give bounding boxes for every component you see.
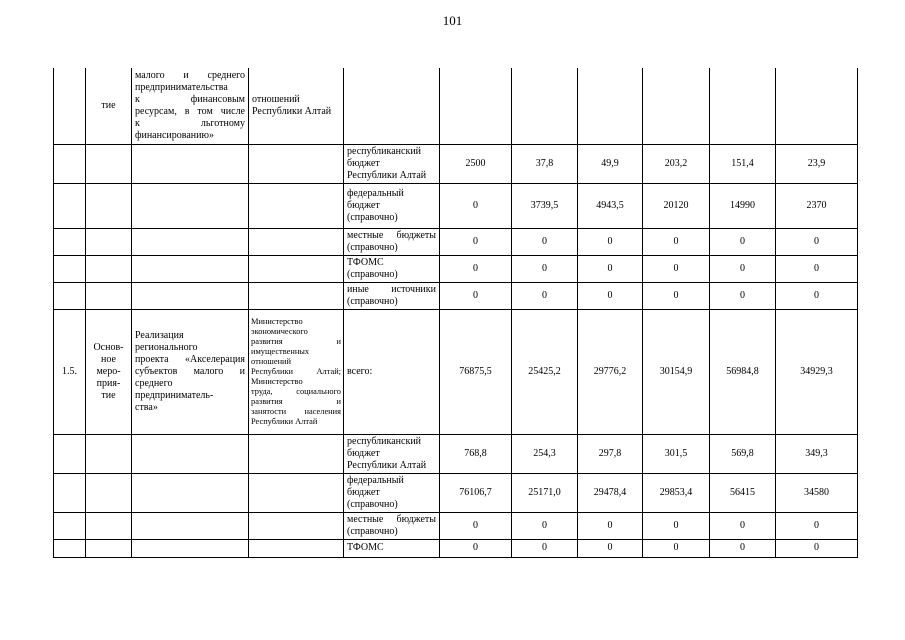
cell-value: 0: [710, 228, 776, 255]
cell-value: 0: [440, 282, 512, 309]
cell-funding-source-line: всего:: [347, 365, 373, 377]
cell-executor-line: Министерство: [251, 316, 303, 326]
cell-value: 0: [776, 228, 858, 255]
cell-event-name-line: ства»: [135, 401, 158, 413]
cell-executor: [249, 512, 344, 539]
cell-value: 301,5: [643, 434, 710, 473]
budget-table-body: [54, 68, 858, 557]
cell-executor: [249, 255, 344, 282]
cell-event-name: [132, 512, 249, 539]
cell-event-name: [132, 434, 249, 473]
cell-funding-source: [344, 68, 440, 144]
cell-value: 768,8: [440, 434, 512, 473]
cell-type: [86, 473, 132, 512]
cell-event-name-line: малого и среднего: [135, 69, 245, 81]
cell-executor-line: имущественных: [251, 346, 310, 356]
cell-value: 0: [710, 539, 776, 557]
cell-value: 349,3: [776, 434, 858, 473]
cell-value: 0: [440, 255, 512, 282]
cell-value: 0: [578, 228, 643, 255]
cell-value: 0: [710, 512, 776, 539]
cell-value: 151,4: [710, 144, 776, 183]
cell-funding-source-line: (справочно): [347, 268, 398, 280]
cell-number: [54, 434, 86, 473]
cell-value: [440, 68, 512, 144]
cell-event-name: [132, 255, 249, 282]
cell-funding-source: [344, 228, 440, 255]
cell-funding-source-line: бюджет: [347, 157, 380, 169]
cell-value: 0: [776, 255, 858, 282]
cell-type-line: тие: [101, 389, 116, 401]
cell-event-name: [132, 282, 249, 309]
cell-event-name-line: к финансовым: [135, 93, 245, 105]
cell-funding-source: [344, 144, 440, 183]
cell-event-name-line: финансированию»: [135, 129, 214, 141]
cell-number: [54, 68, 86, 144]
cell-funding-source-line: Республики Алтай: [347, 459, 427, 471]
budget-table: [53, 68, 858, 558]
cell-value: 76875,5: [440, 309, 512, 434]
cell-type: [86, 539, 132, 557]
table-row: [54, 228, 858, 255]
cell-executor: [249, 144, 344, 183]
cell-value: 0: [440, 539, 512, 557]
cell-executor: [249, 539, 344, 557]
cell-event-name: [132, 183, 249, 228]
cell-executor: [249, 228, 344, 255]
table-row: [54, 512, 858, 539]
cell-event-name: [132, 68, 249, 144]
cell-value: [776, 68, 858, 144]
cell-event-name-line: Реализация: [135, 329, 184, 341]
cell-value: 23,9: [776, 144, 858, 183]
cell-type: [86, 309, 132, 434]
cell-executor-line: отношений: [251, 356, 292, 366]
cell-value: 3739,5: [512, 183, 578, 228]
cell-funding-source-line: иные источники: [347, 283, 436, 295]
cell-value: 0: [578, 539, 643, 557]
cell-value: 0: [440, 228, 512, 255]
cell-number: [54, 228, 86, 255]
cell-event-name-line: предпринимательства: [135, 81, 228, 93]
cell-funding-source-line: местные бюджеты: [347, 513, 436, 525]
cell-event-name-line: проекта «Акселерация: [135, 353, 245, 365]
cell-event-name-line: к льготному: [135, 117, 245, 129]
cell-value: 0: [578, 255, 643, 282]
cell-executor-line: труда, социального: [251, 386, 341, 396]
cell-value: 0: [512, 539, 578, 557]
cell-value: 0: [578, 282, 643, 309]
cell-number: [54, 539, 86, 557]
cell-number: [54, 512, 86, 539]
cell-executor: [249, 473, 344, 512]
cell-value: 30154,9: [643, 309, 710, 434]
cell-funding-source: [344, 434, 440, 473]
cell-type: [86, 434, 132, 473]
cell-value: 203,2: [643, 144, 710, 183]
cell-funding-source-line: Республики Алтай: [347, 169, 427, 181]
cell-value: 56984,8: [710, 309, 776, 434]
cell-executor-line: Республики Алтай;: [251, 366, 341, 376]
cell-executor-line: занятости населения: [251, 406, 341, 416]
cell-funding-source-line: республиканский: [347, 435, 422, 447]
cell-event-name-line: регионального: [135, 341, 198, 353]
cell-funding-source: [344, 309, 440, 434]
cell-value: 0: [512, 228, 578, 255]
cell-funding-source-line: ТФОМС: [347, 542, 384, 553]
table-row: [54, 434, 858, 473]
cell-funding-source: [344, 539, 440, 557]
cell-type-line: прия-: [96, 377, 121, 389]
cell-funding-source-line: (справочно): [347, 211, 398, 223]
cell-event-name-line: субъектов малого и: [135, 365, 245, 377]
cell-type-line: тие: [101, 99, 116, 111]
cell-value: 29478,4: [578, 473, 643, 512]
cell-value: 0: [710, 255, 776, 282]
cell-value: 56415: [710, 473, 776, 512]
cell-value: 297,8: [578, 434, 643, 473]
cell-value: 2500: [440, 144, 512, 183]
cell-type: [86, 228, 132, 255]
cell-value: 49,9: [578, 144, 643, 183]
cell-value: 29853,4: [643, 473, 710, 512]
cell-funding-source-line: (справочно): [347, 498, 398, 510]
cell-value: 14990: [710, 183, 776, 228]
cell-value: 0: [776, 539, 858, 557]
cell-type-line: Основ-: [93, 341, 124, 353]
cell-funding-source-line: (справочно): [347, 241, 398, 253]
cell-number: [54, 144, 86, 183]
cell-event-name: [132, 144, 249, 183]
table-row: [54, 255, 858, 282]
cell-value: 0: [512, 255, 578, 282]
table-row: [54, 282, 858, 309]
cell-event-name: [132, 539, 249, 557]
table-row: [54, 68, 858, 144]
cell-funding-source-line: республиканский: [347, 145, 422, 157]
cell-value: 0: [776, 282, 858, 309]
cell-funding-source-line: федеральный: [347, 474, 404, 486]
cell-value: 4943,5: [578, 183, 643, 228]
cell-event-name-line: предприниматель-: [135, 389, 214, 401]
cell-executor-line: Министерство: [251, 376, 303, 386]
cell-funding-source-line: бюджет: [347, 447, 380, 459]
cell-executor-line: развития и: [251, 396, 341, 406]
cell-type-line: меро-: [96, 365, 121, 377]
cell-value: 0: [643, 255, 710, 282]
cell-value: 2370: [776, 183, 858, 228]
cell-funding-source: [344, 282, 440, 309]
cell-type: [86, 144, 132, 183]
cell-value: 0: [710, 282, 776, 309]
cell-value: 20120: [643, 183, 710, 228]
cell-number: [54, 255, 86, 282]
cell-executor: [249, 309, 344, 434]
cell-number: [54, 183, 86, 228]
cell-type: [86, 68, 132, 144]
cell-funding-source: [344, 512, 440, 539]
cell-funding-source-line: (справочно): [347, 295, 398, 307]
page-number: 101: [442, 13, 463, 28]
cell-value: 0: [512, 282, 578, 309]
cell-funding-source-line: бюджет: [347, 199, 380, 211]
table-row: [54, 309, 858, 434]
cell-event-name-line: ресурсам, в том числе: [135, 105, 245, 117]
cell-executor: [249, 183, 344, 228]
table-row: [54, 539, 858, 557]
cell-value: 0: [643, 512, 710, 539]
cell-funding-source: [344, 183, 440, 228]
cell-value: 0: [643, 539, 710, 557]
cell-value: [512, 68, 578, 144]
cell-value: 569,8: [710, 434, 776, 473]
cell-type: [86, 183, 132, 228]
cell-number: [54, 473, 86, 512]
cell-event-name: [132, 309, 249, 434]
cell-executor-line: отношений: [252, 93, 300, 105]
cell-value: 254,3: [512, 434, 578, 473]
cell-executor: [249, 434, 344, 473]
cell-value: 34580: [776, 473, 858, 512]
cell-value: 0: [440, 183, 512, 228]
cell-executor: [249, 282, 344, 309]
cell-funding-source-line: федеральный: [347, 187, 404, 199]
table-row: [54, 473, 858, 512]
cell-type: [86, 282, 132, 309]
table-row: [54, 144, 858, 183]
cell-event-name-line: среднего: [135, 377, 173, 389]
cell-value: 0: [440, 512, 512, 539]
table-row: [54, 183, 858, 228]
cell-value: 25425,2: [512, 309, 578, 434]
cell-value: 0: [578, 512, 643, 539]
cell-value: 29776,2: [578, 309, 643, 434]
cell-funding-source-line: ТФОМС: [347, 256, 384, 268]
cell-number: 1.5.: [54, 309, 86, 434]
cell-type-line: ное: [101, 353, 116, 365]
cell-value: [578, 68, 643, 144]
cell-funding-source-line: (справочно): [347, 525, 398, 537]
cell-executor-line: развития и: [251, 336, 341, 346]
cell-event-name: [132, 228, 249, 255]
cell-event-name: [132, 473, 249, 512]
cell-value: 0: [512, 512, 578, 539]
cell-funding-source: [344, 473, 440, 512]
cell-type: [86, 255, 132, 282]
cell-type: [86, 512, 132, 539]
cell-value: 37,8: [512, 144, 578, 183]
cell-value: [643, 68, 710, 144]
cell-funding-source-line: местные бюджеты: [347, 229, 436, 241]
cell-value: 0: [643, 282, 710, 309]
cell-value: 34929,3: [776, 309, 858, 434]
cell-value: 0: [643, 228, 710, 255]
cell-executor: [249, 68, 344, 144]
cell-executor-line: Республики Алтай: [251, 416, 318, 426]
cell-number: [54, 282, 86, 309]
cell-value: [710, 68, 776, 144]
cell-executor-line: Республики Алтай: [252, 105, 332, 117]
cell-executor-line: экономического: [251, 326, 308, 336]
cell-funding-source-line: бюджет: [347, 486, 380, 498]
cell-value: 76106,7: [440, 473, 512, 512]
cell-funding-source: [344, 255, 440, 282]
cell-value: 25171,0: [512, 473, 578, 512]
cell-value: 0: [776, 512, 858, 539]
